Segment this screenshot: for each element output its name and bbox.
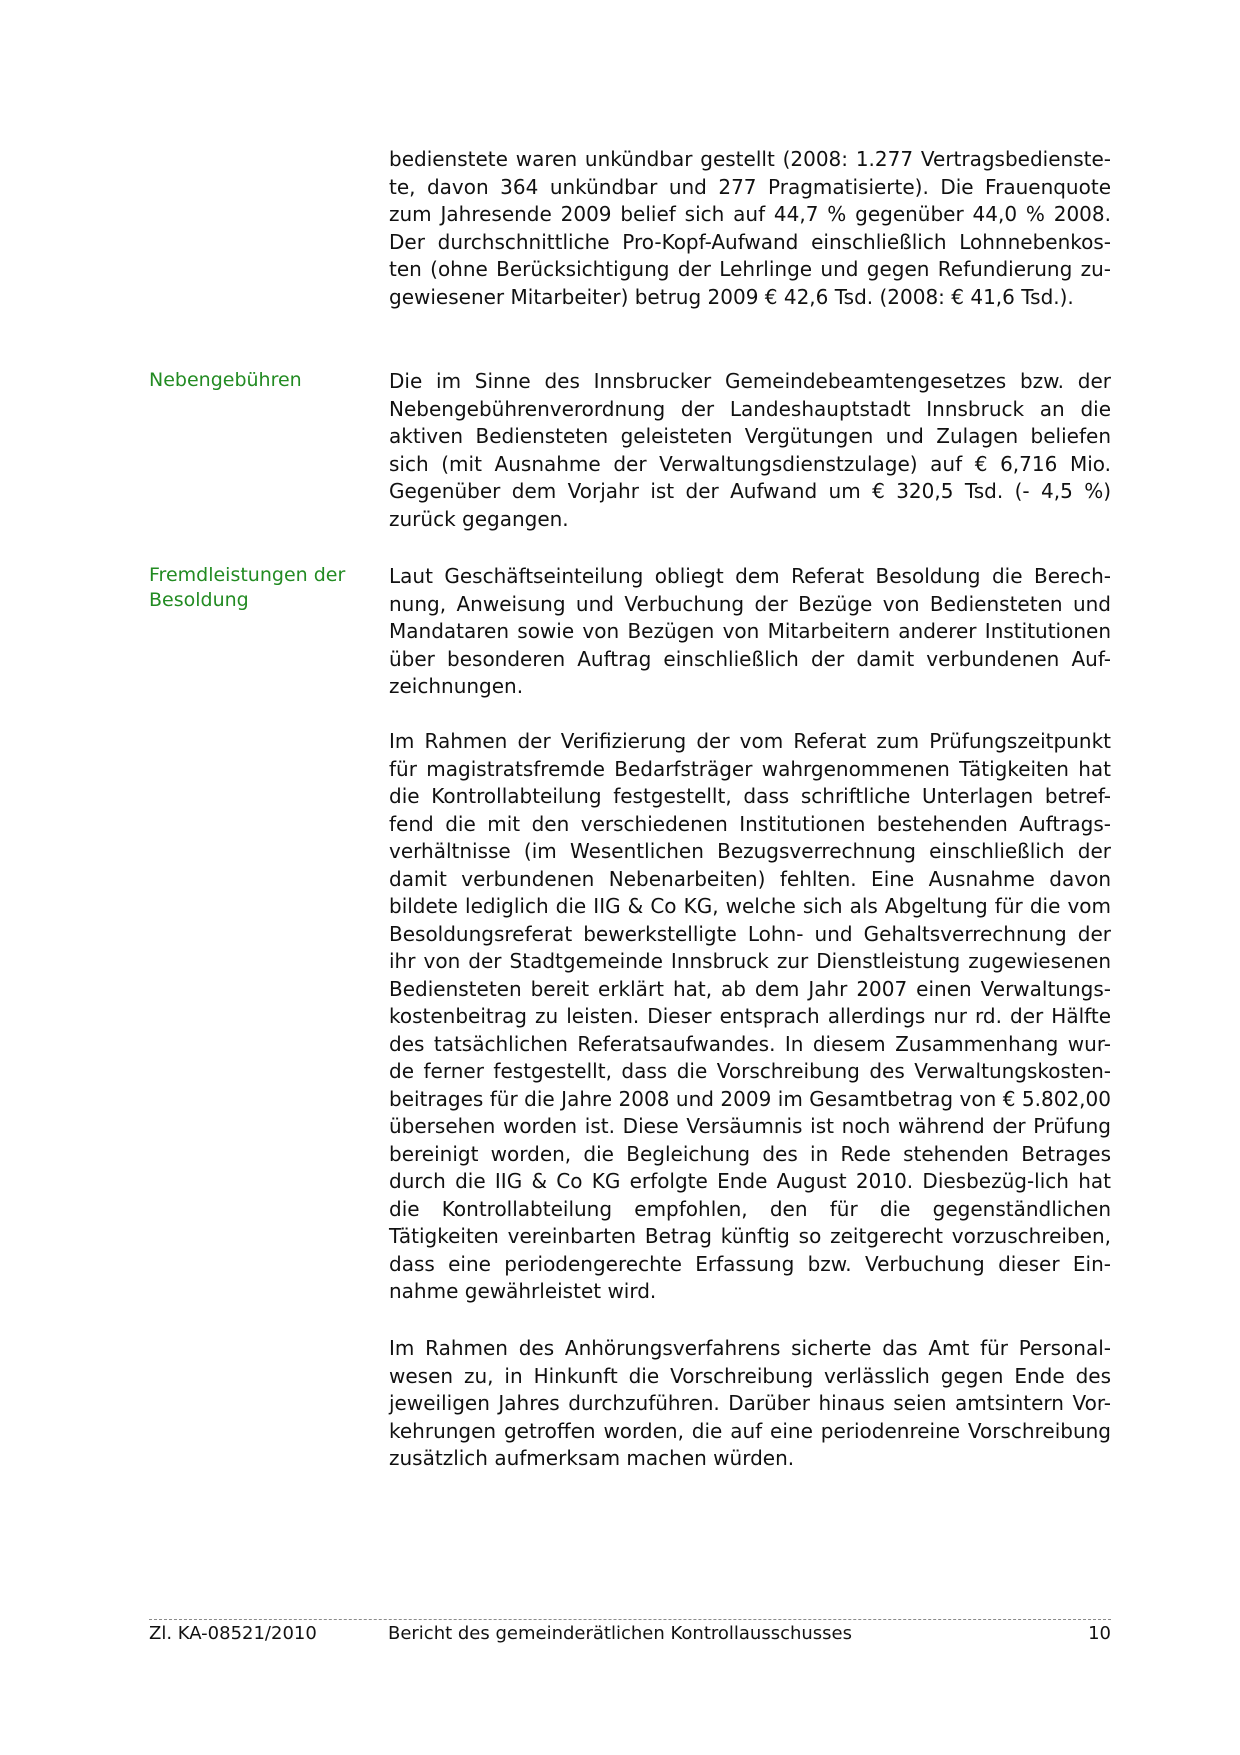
paragraph-geschaeftseinteilung: Laut Geschäftseinteilung obliegt dem Referat Besoldung die Berech-nung, Anweisung und Verbuchung der Bezüge von Bediensteten und Mandataren sowie von Bezügen von Mitarbeitern anderer Institutionen über besonderen Auftrag einschließlich der damit verbundenen Auf-zeichnungen. [389, 564, 1111, 698]
paragraph-staff-statistics: bedienstete waren unkündbar gestellt (2008: 1.277 Vertragsbedienste-te, davon 364 unkündbar und 277 Pragmatisierte). Die Frauenquote zum Jahresende 2009 belief sich auf 44,7 % gegenüber 44,0 % 2008. Der durchschnittliche Pro-Kopf-Aufwand einschließlich Lohnnebenkos-ten (ohne Berücksichtigung der Lehrlinge und gegen Refundierung zu-gewiesener Mitarbeiter) betrug 2009 € 42,6 Tsd. (2008: € 41,6 Tsd.). [389, 147, 1111, 309]
margin-label-fremdleistungen: Fremdleistungen der Besoldung [149, 564, 346, 611]
footer-reference: Zl. KA-08521/2010 [149, 1623, 317, 1644]
paragraph-nebengebuehren: Die im Sinne des Innsbrucker Gemeindebeamtengesetzes bzw. der Nebengebührenverordnung der Landeshauptstadt Innsbruck an die aktiven Bediensteten geleisteten Vergütungen und Zulagen beliefen sich (mit Ausnahme der Verwaltungsdienstzulage) auf € 6,716 Mio. Gegenüber dem Vorjahr ist der Aufwand um € 320,5 Tsd. (- 4,5 %) zurück gegangen. [389, 369, 1111, 531]
footer-title: Bericht des gemeinderätlichen Kontrollausschusses [387, 1623, 853, 1644]
paragraph-verifizierung: Im Rahmen der Verifizierung der vom Referat zum Prüfungszeitpunkt für magistratsfremde Bedarfsträger wahrgenommenen Tätigkeiten hat die Kontrollabteilung festgestellt, dass schriftliche Unterlagen betref-fend die mit den verschiedenen Institutionen bestehenden Auftrags-verhältnisse (im Wesentlichen Bezugsverrechnung einschließlich der damit verbundenen Nebenarbeiten) fehlten. Eine Ausnahme davon bildete lediglich die IIG & Co KG, welche sich als Abgeltung für die vom Besoldungsreferat bewerkstelligte Lohn- und Gehaltsverrechnung der ihr von der Stadtgemeinde Innsbruck zur Dienstleistung zugewiesenen Bediensteten bereit erklärt hat, ab dem Jahr 2007 einen Verwaltungs-kostenbeitrag zu leisten. Dieser entsprach allerdings nur rd. der Hälfte des tatsächlichen Referatsaufwandes. In diesem Zusammenhang wur-de ferner festgestellt, dass die Vorschreibung des Verwaltungskosten-beitrages für die Jahre 2008 und 2009 im Gesamtbetrag von € 5.802,00 übersehen worden ist. Diese Versäumnis ist noch während der Prüfung bereinigt worden, die Begleichung des in Rede stehenden Betrages durch die IIG & Co KG erfolgte Ende August 2010. Diesbezüg-lich hat die Kontrollabteilung empfohlen, den für die gegenständlichen Tätigkeiten vereinbarten Betrag künftig so zeitgerecht vorzuschreiben, dass eine periodengerechte Erfassung bzw. Verbuchung dieser Ein-nahme gewährleistet wird. [389, 729, 1111, 1303]
footer-divider [149, 1619, 1111, 1620]
paragraph-anhoerungsverfahren: Im Rahmen des Anhörungsverfahrens sicherte das Amt für Personal-wesen zu, in Hinkunft die Vorschreibung verlässlich gegen Ende des jeweiligen Jahres durchzuführen. Darüber hinaus seien amtsintern Vor-kehrungen getroffen worden, die auf eine periodenreine Vorschreibung zusätzlich aufmerksam machen würden. [389, 1336, 1111, 1470]
page-number: 10 [1088, 1623, 1111, 1644]
margin-label-nebengebuehren: Nebengebühren [149, 369, 302, 391]
